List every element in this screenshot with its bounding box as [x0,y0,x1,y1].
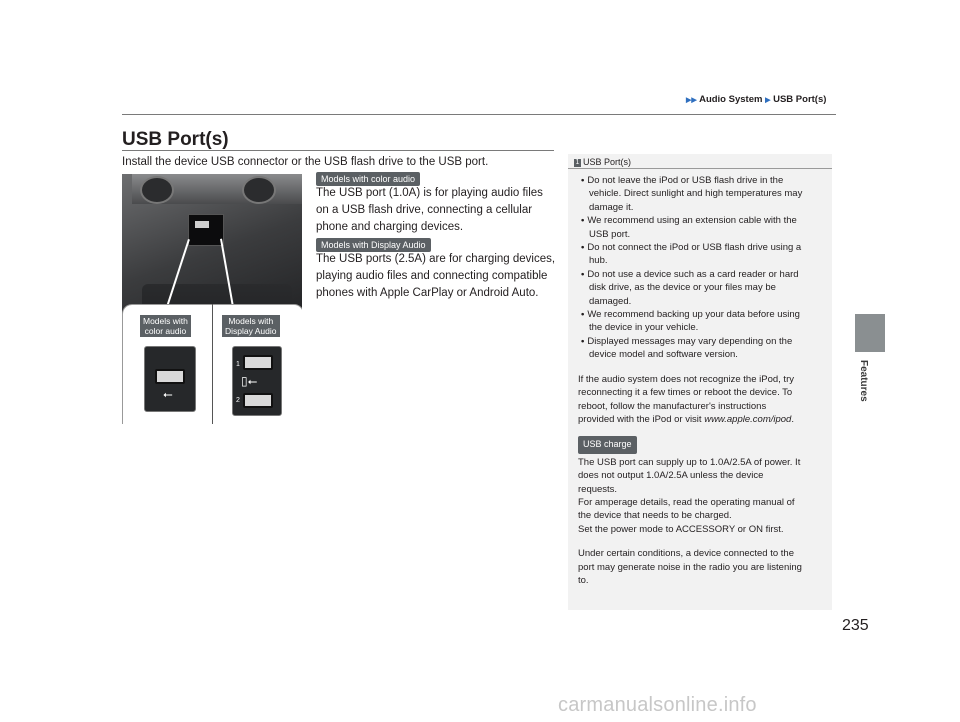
note-body [578,174,828,587]
list-item: • We recommend backing up your data before using the device in your vehicle. [578,308,828,335]
note-heading [574,157,631,167]
list-item: • Do not use a device such as a card reader or hard disk drive, as the device or your files may be damaged. [578,268,828,308]
text-line: on a USB flash drive, connecting a cellular [316,204,533,216]
arrow-icon: ▶▶ [686,97,697,104]
list-item: • Do not leave the iPod or USB flash drive in the vehicle. Direct sunlight and high temperatures may damage it. [578,174,828,214]
breadcrumb [686,94,826,105]
port-number: 1 [236,361,240,368]
note-divider [568,168,832,169]
label-display-audio [222,315,280,337]
label-line: color audio [144,326,187,336]
usb-charge-badge: USB charge [578,436,637,453]
display-audio-text [316,251,555,302]
climate-knob [242,176,276,204]
text-line: The USB port (1.0A) is for playing audio files [316,187,543,199]
port-number: 2 [236,397,240,404]
apple-link[interactable]: www.apple.com/ipod [704,413,792,425]
list-item: • Do not connect the iPod or USB flash drive using a hub. [578,241,828,268]
text-line: phone and charging devices. [316,221,464,233]
color-audio-text [316,185,543,236]
console-usb-port [188,214,224,246]
label-line: Display Audio [225,326,277,336]
noise-paragraph: Under certain conditions, a device connected to the port may generate noise in the radio you are listening to. [578,548,802,586]
usb-slot [195,221,209,228]
usb-socket-2 [243,393,273,408]
label-line: Models with [143,316,188,326]
note-icon: 1 [575,158,580,166]
note-heading-text: USB Port(s) [583,157,632,167]
chapter-tab [855,314,885,352]
text-line: The USB ports (2.5A) are for charging devices, [316,253,556,265]
text-line: phones with Apple CarPlay or Android Auto. [316,287,539,299]
label-color-audio [140,315,191,337]
header-divider [122,114,836,115]
dual-usb-jack [232,346,282,416]
breadcrumb-audio-system[interactable]: Audio System [699,94,763,105]
usb-icon: ⭠ [163,387,173,401]
list-item: • We recommend using an extension cable with the USB port. [578,214,828,241]
chapter-label: Features [858,360,869,402]
phone-usb-icon: ▯⭠ [241,374,258,388]
watermark: carmanualsonline.info [558,694,757,716]
label-line: Models with [228,316,274,326]
model-badge-color-audio: Models with color audio [316,172,420,186]
single-usb-jack [144,346,196,412]
usb-port-photo [122,174,302,424]
model-badge-display-audio: Models with Display Audio [316,238,431,252]
title-divider [122,150,554,151]
intro-text: Install the device USB connector or the USB flash drive to the USB port. [122,156,489,168]
arrow-icon: ▶ [765,97,771,104]
usb-socket [155,369,185,384]
ipod-recognition-paragraph: If the audio system does not recognize the iPod, try reconnecting it a few times or reboot the device. To reboot, follow the manufacturer's instructions provided with the iPod or visit www.apple.com/ipod. [578,373,794,425]
text-line: playing audio files and connecting compatible [316,270,548,282]
breadcrumb-usb-ports[interactable]: USB Port(s) [773,94,827,105]
panel-divider [212,304,213,424]
page-number: 235 [842,617,869,634]
usb-socket-1 [243,355,273,370]
climate-knob [140,176,174,204]
list-item: • Displayed messages may vary depending on the device model and software version. [578,335,828,362]
note-bullet-list [578,174,828,362]
section-title: USB Port(s) [122,129,229,150]
usb-charge-paragraph: The USB port can supply up to 1.0A/2.5A of power. It does not output 1.0A/2.5A unless the device requests. For amperage details, read the operating manual of the device that needs to be charged. Set the power mode to ACCESSORY or ON first. [578,456,801,535]
